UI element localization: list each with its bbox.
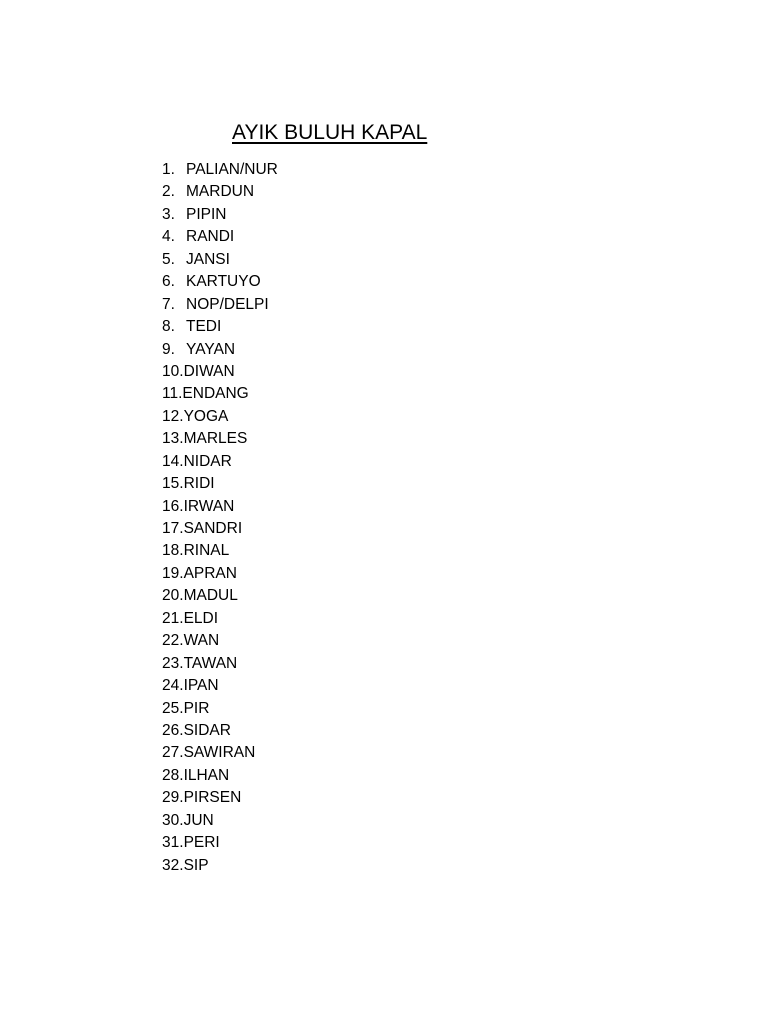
list-item-number: 16. xyxy=(162,497,184,515)
list-item xyxy=(162,339,278,361)
list-item-name: SANDRI xyxy=(183,520,243,537)
list-item xyxy=(162,810,278,832)
list-item-number: 26. xyxy=(162,721,184,739)
list-item xyxy=(162,316,278,338)
list-item-number: 24. xyxy=(162,677,184,695)
list-item xyxy=(162,720,278,742)
list-item-name: PIPIN xyxy=(186,205,227,223)
list-item-number: 21. xyxy=(162,609,184,627)
list-item-name: JUN xyxy=(183,811,214,829)
list-item-number: 28. xyxy=(162,766,184,784)
list-item-name: SAWIRAN xyxy=(183,744,256,762)
list-item xyxy=(162,383,278,405)
list-item xyxy=(162,630,278,652)
list-item-number: 29. xyxy=(162,789,184,807)
list-item-name: YOGA xyxy=(183,407,229,425)
list-item xyxy=(162,226,278,248)
list-item-name: RANDI xyxy=(186,228,235,246)
list-item xyxy=(162,204,278,226)
list-item xyxy=(162,249,278,271)
list-item-number: 20. xyxy=(162,587,184,605)
list-item-number: 9. xyxy=(162,340,175,358)
list-item-name: IRWAN xyxy=(183,497,235,515)
list-item xyxy=(162,787,278,809)
list-item-name: KARTUYO xyxy=(186,273,261,291)
list-item-number: 3. xyxy=(162,205,175,223)
list-item xyxy=(162,159,278,181)
list-item-number: 27. xyxy=(162,744,184,762)
list-item-number: 10. xyxy=(162,362,184,380)
list-item xyxy=(162,518,278,540)
list-item xyxy=(162,428,278,450)
list-item-number: 32. xyxy=(162,856,184,874)
list-item xyxy=(162,473,278,495)
list-item-name: SIDAR xyxy=(183,721,231,739)
list-item xyxy=(162,540,278,562)
list-item xyxy=(162,361,278,383)
list-item-name: ELDI xyxy=(183,609,219,627)
list-item xyxy=(162,855,278,877)
list-item-number: 4. xyxy=(162,228,175,246)
list-item-name: YAYAN xyxy=(186,340,236,358)
list-item-number: 13. xyxy=(162,430,184,448)
list-item-name: RIDI xyxy=(183,475,215,493)
list-item-name: ILHAN xyxy=(183,766,230,784)
list-item-number: 1. xyxy=(162,161,175,178)
list-item-number: 17. xyxy=(162,520,184,537)
list-item xyxy=(162,294,278,316)
list-item-number: 30. xyxy=(162,811,184,829)
list-item-name: WAN xyxy=(183,632,220,650)
list-item-number: 19. xyxy=(162,564,184,582)
list-item xyxy=(162,698,278,720)
list-item-name: TAWAN xyxy=(183,654,238,672)
list-item-name: JANSI xyxy=(186,250,230,268)
list-item xyxy=(162,765,278,787)
list-item xyxy=(162,653,278,675)
list-item-name: MARLES xyxy=(183,430,248,448)
list-item-number: 7. xyxy=(162,295,175,313)
name-list xyxy=(162,159,278,877)
list-item xyxy=(162,832,278,854)
list-item-name: MARDUN xyxy=(186,183,255,201)
list-item-name: NIDAR xyxy=(183,452,232,470)
list-item-number: 31. xyxy=(162,834,184,852)
list-item-name: APRAN xyxy=(183,564,237,582)
list-item-number: 2. xyxy=(162,183,175,201)
list-item-number: 15. xyxy=(162,475,184,493)
list-item-number: 22. xyxy=(162,632,184,650)
list-item xyxy=(162,608,278,630)
list-item xyxy=(162,271,278,293)
list-item xyxy=(162,563,278,585)
list-item xyxy=(162,675,278,697)
list-item-name: TEDI xyxy=(186,318,222,336)
list-item-name: SIP xyxy=(183,856,209,874)
list-item-name: MADUL xyxy=(183,587,238,605)
document-title: AYIK BULUH KAPAL xyxy=(232,121,428,144)
list-item-number: 5. xyxy=(162,250,175,268)
list-item-name: ENDANG xyxy=(182,385,249,403)
list-item xyxy=(162,742,278,764)
list-item-number: 12. xyxy=(162,407,184,425)
list-item-name: RINAL xyxy=(183,542,230,560)
list-item xyxy=(162,406,278,428)
list-item-name: PIR xyxy=(183,699,210,717)
list-item xyxy=(162,451,278,473)
list-item-name: PERI xyxy=(183,834,220,852)
list-item-number: 6. xyxy=(162,273,175,291)
list-item xyxy=(162,496,278,518)
list-item xyxy=(162,181,278,203)
list-item-number: 18. xyxy=(162,542,184,560)
list-item xyxy=(162,585,278,607)
list-item-number: 11. xyxy=(162,385,183,403)
list-item-name: PIRSEN xyxy=(183,789,242,807)
list-item-number: 25. xyxy=(162,699,184,717)
list-item-name: DIWAN xyxy=(183,362,235,380)
list-item-number: 23. xyxy=(162,654,184,672)
list-item-name: IPAN xyxy=(183,677,219,695)
list-item-number: 8. xyxy=(162,318,175,336)
list-item-name: PALIAN/NUR xyxy=(186,161,278,178)
list-item-name: NOP/DELPI xyxy=(186,295,269,313)
list-item-number: 14. xyxy=(162,452,184,470)
